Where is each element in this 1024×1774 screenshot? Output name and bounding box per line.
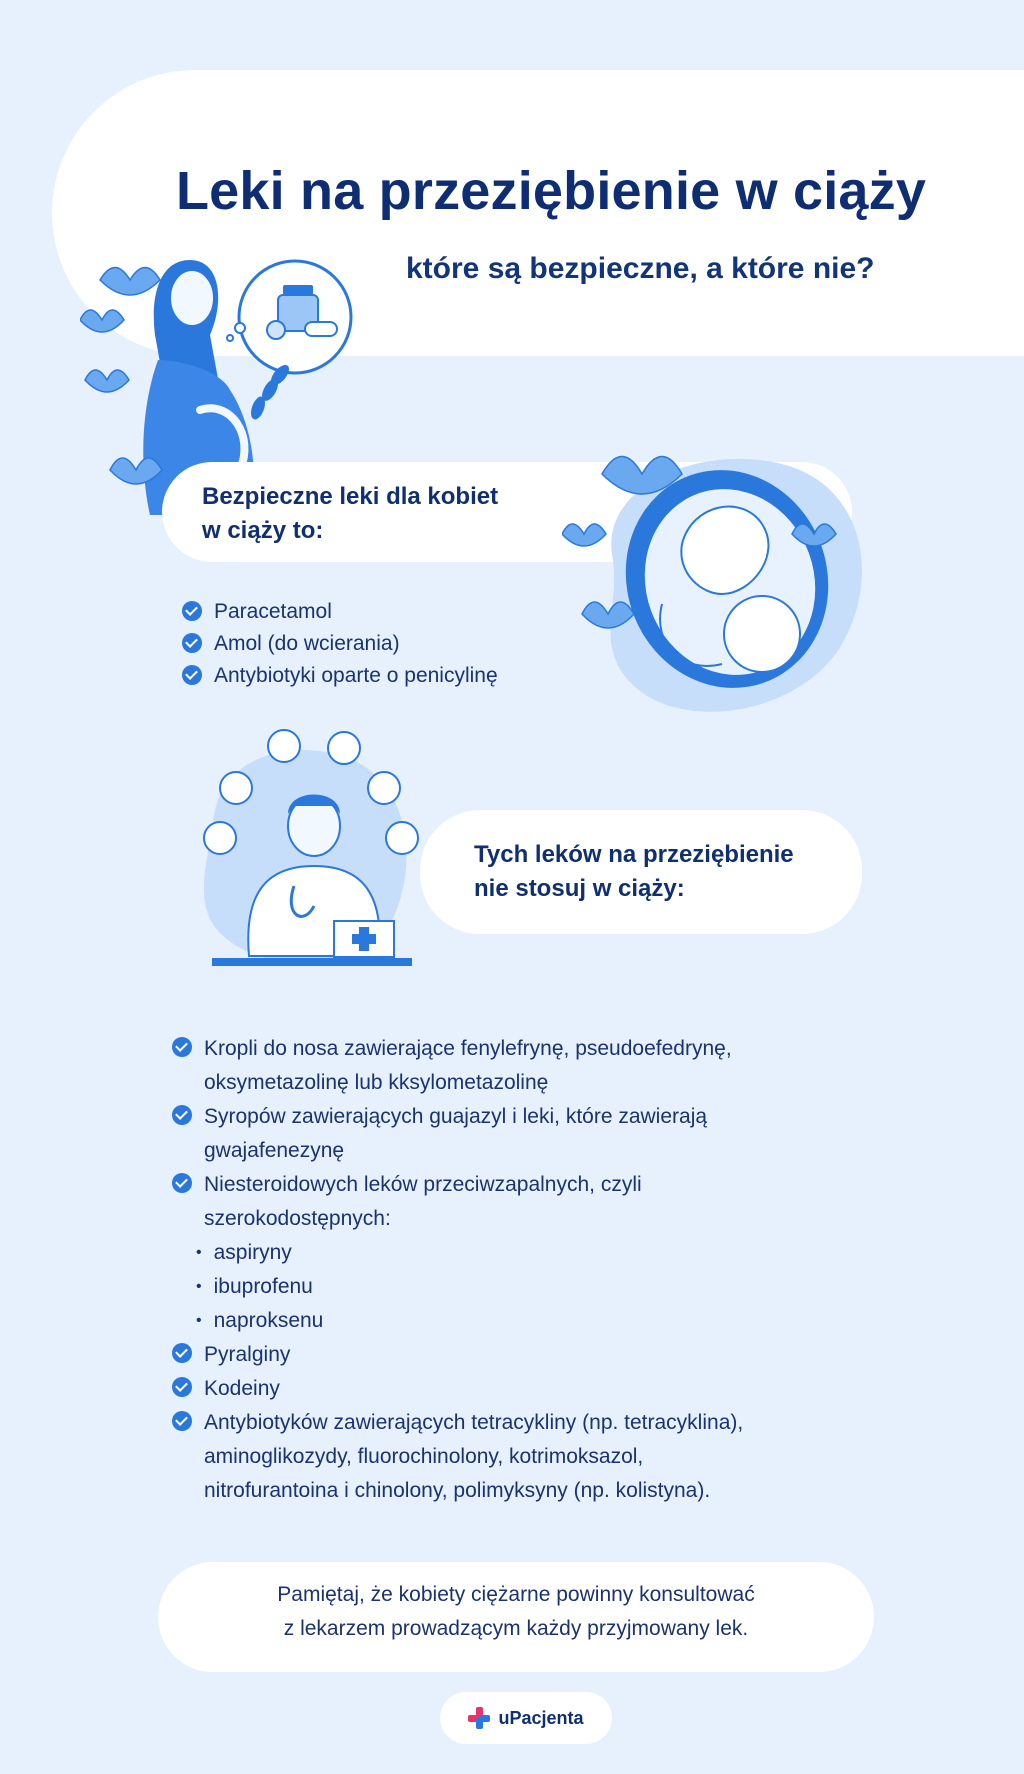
check-icon	[182, 601, 202, 621]
first-aid-box-icon	[334, 921, 394, 957]
list-item: Kodeiny	[172, 1372, 872, 1406]
brand-cross-icon	[468, 1707, 490, 1729]
list-item: Antybiotyków zawierających tetracykliny (np. tetracyklina), aminoglikozydy, fluorochinolony, kotrimoksazol, nitrofurantoina i chinolony, polimyksyny (np. kolistyna).	[172, 1406, 872, 1508]
check-icon	[182, 633, 202, 653]
page-title: Leki na przeziębienie w ciąży	[176, 161, 927, 221]
list-item: Niesteroidowych leków przeciwzapalnych, czyli szerokodostępnych:	[172, 1168, 872, 1236]
list-item: Kropli do nosa zawierające fenylefrynę, pseudoefedrynę, oksymetazolinę lub kksylometazolinę	[172, 1032, 872, 1100]
nsaid-sublist-item	[172, 1236, 872, 1338]
check-icon	[172, 1377, 192, 1397]
nsaid-sublist	[172, 1236, 323, 1338]
check-icon	[172, 1411, 192, 1431]
check-icon	[172, 1037, 192, 1057]
check-icon	[182, 665, 202, 685]
brand-name: uPacjenta	[498, 1707, 584, 1728]
safe-medicines-list	[182, 596, 498, 692]
avoid-section-heading: Tych leków na przeziębienie nie stosuj w ciąży:	[474, 841, 794, 902]
list-item: Paracetamol	[182, 596, 498, 628]
check-icon	[172, 1105, 192, 1125]
brand-logo	[440, 1692, 612, 1744]
list-item: Syropów zawierających guajazyl i leki, które zawierają gwajafenezynę	[172, 1100, 872, 1168]
sublist-item: • aspiryny	[196, 1236, 323, 1270]
list-item: Amol (do wcierania)	[182, 628, 498, 660]
page-subtitle: które są bezpieczne, a które nie?	[406, 252, 875, 285]
fetus-illustration	[562, 444, 874, 724]
list-item: Antybiotyki oparte o penicylinę	[182, 660, 498, 692]
sublist-item: • naproksenu	[196, 1304, 323, 1338]
note-text: Pamiętaj, że kobiety ciężarne powinny konsultować z lekarzem prowadzącym każdy przyjmowany lek.	[277, 1583, 755, 1640]
check-icon	[172, 1343, 192, 1363]
safe-section-heading: Bezpieczne leki dla kobiet w ciąży to:	[202, 483, 499, 544]
list-item: Pyralginy	[172, 1338, 872, 1372]
sublist-item: • ibuprofenu	[196, 1270, 323, 1304]
check-icon	[172, 1173, 192, 1193]
doctor-illustration	[184, 726, 444, 982]
avoid-medicines-list	[172, 1032, 872, 1508]
